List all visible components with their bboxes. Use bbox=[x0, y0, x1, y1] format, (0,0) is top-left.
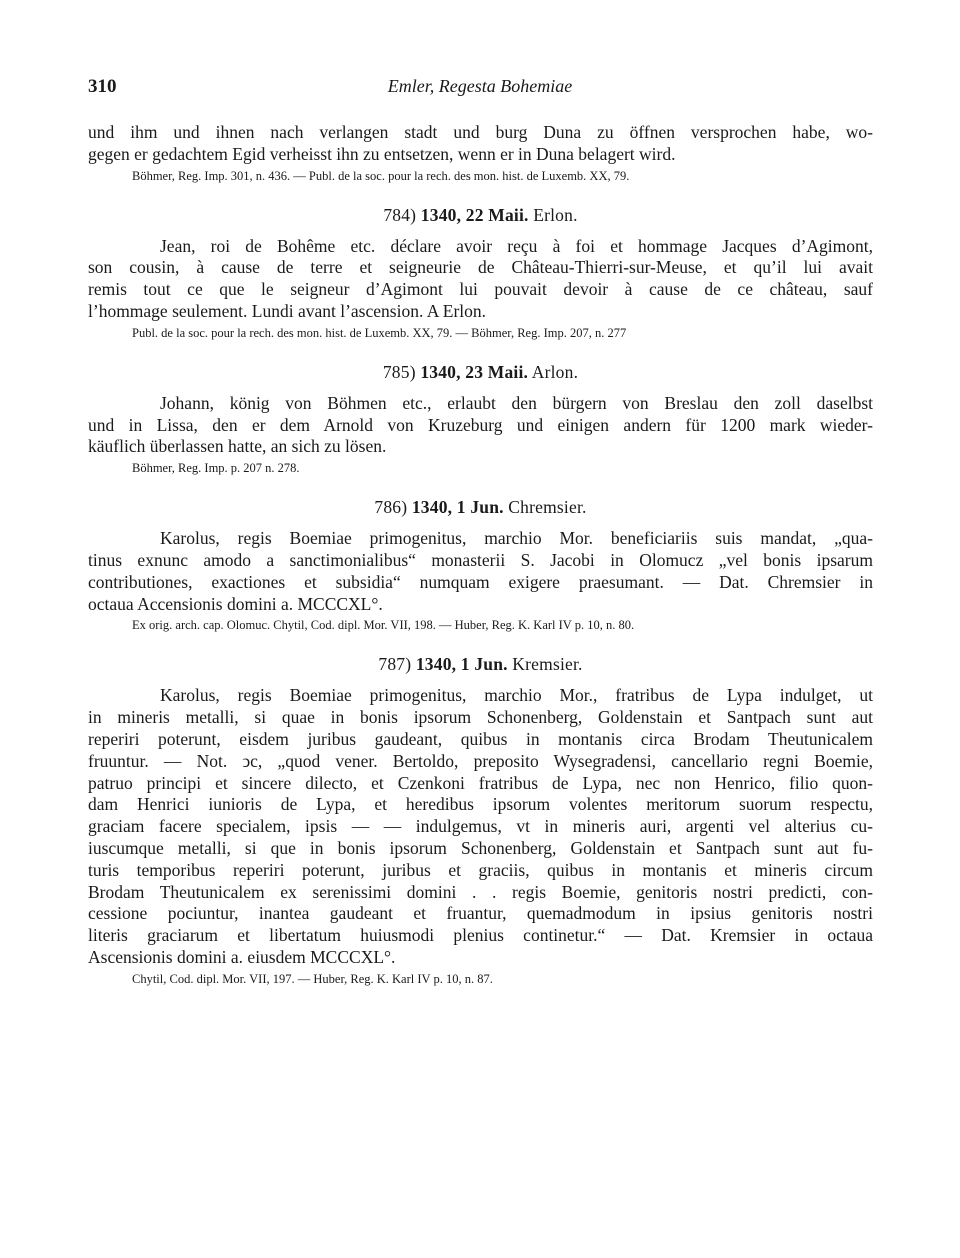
entry-heading bbox=[88, 362, 873, 383]
entry-date: 1340, 1 bbox=[411, 497, 466, 518]
entry-date: 1340, 22 bbox=[420, 204, 484, 225]
entry-date: 1340, 1 bbox=[415, 654, 470, 675]
text-line: Johann, könig von Böhmen etc., erlaubt den bürgern von Breslau den zoll daselbst bbox=[160, 392, 873, 413]
entry-month: Maii. bbox=[487, 361, 529, 382]
entry-month: Jun. bbox=[470, 497, 504, 518]
entry-heading bbox=[88, 497, 873, 518]
text-line: fruuntur. — Not. ͻc, „quod vener. Bertoldo, preposito Wysegradensi, cancellario regni Boemie, bbox=[88, 750, 873, 771]
entry-text bbox=[88, 236, 873, 323]
text-line: reperiri poterunt, eisdem juribus gaudeant, quibus in montanis circa Brodam Theutunicalem bbox=[88, 728, 873, 749]
text-line: turis temporibus reperiri poterunt, juribus et graciis, quibus in montanis et mineris circum bbox=[88, 859, 873, 880]
entry-month: Maii. bbox=[488, 204, 529, 225]
text-line: tinus exnunc amodo a sanctimonialibus“ monasterii S. Jacobi in Olomucz „vel bonis ipsarum bbox=[88, 549, 873, 570]
text-line: remis tout ce que le seigneur d’Agimont lui pouvait devoir à cause de ce château, sauf bbox=[88, 279, 873, 300]
entry-number: 784) bbox=[383, 204, 417, 225]
text-line: graciam facere specialem, ipsis — — indulgemus, vt in mineris auri, argenti vel alterius cu- bbox=[88, 816, 873, 837]
text-line: iuscumque metalli, si que in bonis ipsorum Schonenberg, Goldenstain et Santpach sunt aut fu- bbox=[88, 837, 873, 858]
text-line: Brodam Theutunicalem ex serenissimi domini . . regis Boemie, genitoris nostri predicti, con- bbox=[88, 881, 873, 902]
source-citation: Publ. de la soc. pour la rech. des mon. hist. de Luxemb. XX, 79. — Böhmer, Reg. Imp. 207, n. 277 bbox=[132, 325, 627, 340]
text-line: Ascensionis domini a. eiusdem MCCCXL°. bbox=[88, 946, 396, 967]
source-citation: Chytil, Cod. dipl. Mor. VII, 197. — Huber, Reg. K. Karl IV p. 10, n. 87. bbox=[132, 971, 493, 986]
running-title: Emler, Regesta Bohemiae bbox=[387, 76, 573, 96]
entry-place: Chremsier. bbox=[508, 497, 587, 518]
entry-text bbox=[88, 393, 873, 458]
text-line: cessione pociuntur, inantea gaudeant et fruantur, quemadmodum in ipsius genitoris nostri bbox=[88, 903, 873, 924]
text-line: und ihm und ihnen nach verlangen stadt und burg Duna zu öffnen versprochen habe, wo- bbox=[88, 122, 873, 142]
entry-place: Kremsier. bbox=[512, 654, 583, 675]
text-line: Jean, roi de Bohême etc. déclare avoir reçu à foi et hommage Jacques d’Agimont, bbox=[160, 235, 873, 256]
continuation-text bbox=[88, 122, 873, 166]
text-line: patruo principi et sincere dilecto, et Czenkoni fratribus de Lypa, nec non Henrico, filio quon- bbox=[88, 772, 873, 793]
entry-date: 1340, 23 bbox=[420, 361, 484, 382]
entry-place: Arlon. bbox=[531, 361, 579, 382]
text-line: son cousin, à cause de terre et seigneurie de Château-Thierri-sur-Meuse, et qu’il lui avait bbox=[88, 257, 873, 278]
source-citation: Ex orig. arch. cap. Olomuc. Chytil, Cod. dipl. Mor. VII, 198. — Huber, Reg. K. Karl IV p. 10, n. 80. bbox=[132, 618, 635, 633]
page-header bbox=[88, 76, 872, 100]
entry-text bbox=[88, 685, 873, 968]
text-line: und in Lissa, den er dem Arnold von Kruzeburg und einigen andern für 1200 mark wieder- bbox=[88, 414, 873, 435]
text-line: in mineris metalli, si quae in bonis ipsorum Schonenberg, Goldenstain et Santpach sunt aut bbox=[88, 707, 873, 728]
source-citation: Böhmer, Reg. Imp. 301, n. 436. — Publ. de la soc. pour la rech. des mon. hist. de Luxemb. XX, 79. bbox=[132, 168, 630, 183]
entry-month: Jun. bbox=[474, 654, 508, 675]
text-line: Karolus, regis Boemiae primogenitus, marchio Mor. beneficiariis suis mandat, „qua- bbox=[160, 528, 873, 549]
text-line: dam Henrici iunioris de Lypa, et heredibus ipsorum volentes meritorum suorum respectu, bbox=[88, 794, 873, 815]
text-line: käuflich überlassen hatte, an sich zu lösen. bbox=[88, 436, 387, 457]
text-line: l’hommage seulement. Lundi avant l’ascension. A Erlon. bbox=[88, 300, 487, 321]
text-line: Karolus, regis Boemiae primogenitus, marchio Mor., fratribus de Lypa indulget, ut bbox=[160, 685, 873, 706]
entry-number: 786) bbox=[374, 497, 408, 518]
entry-number: 785) bbox=[382, 361, 416, 382]
entry-number: 787) bbox=[378, 654, 412, 675]
entry-heading bbox=[88, 654, 873, 675]
page-body bbox=[88, 122, 873, 988]
text-line: gegen er gedachtem Egid verheisst ihn zu entsetzen, wenn er in Duna belagert wird. bbox=[88, 143, 676, 164]
text-line: contributiones, exactiones et subsidia“ numquam exigere praesumant. — Dat. Chremsier in bbox=[88, 571, 873, 592]
text-line: literis graciarum et libertatum huiusmodi plenius continetur.“ — Dat. Kremsier in octaua bbox=[88, 925, 873, 946]
entry-place: Erlon. bbox=[533, 204, 578, 225]
entry-text bbox=[88, 528, 873, 615]
source-citation: Böhmer, Reg. Imp. p. 207 n. 278. bbox=[132, 461, 300, 476]
entry-heading bbox=[88, 205, 873, 226]
text-line: octaua Accensionis domini a. MCCCXL°. bbox=[88, 593, 383, 614]
page-number: 310 bbox=[88, 76, 117, 97]
